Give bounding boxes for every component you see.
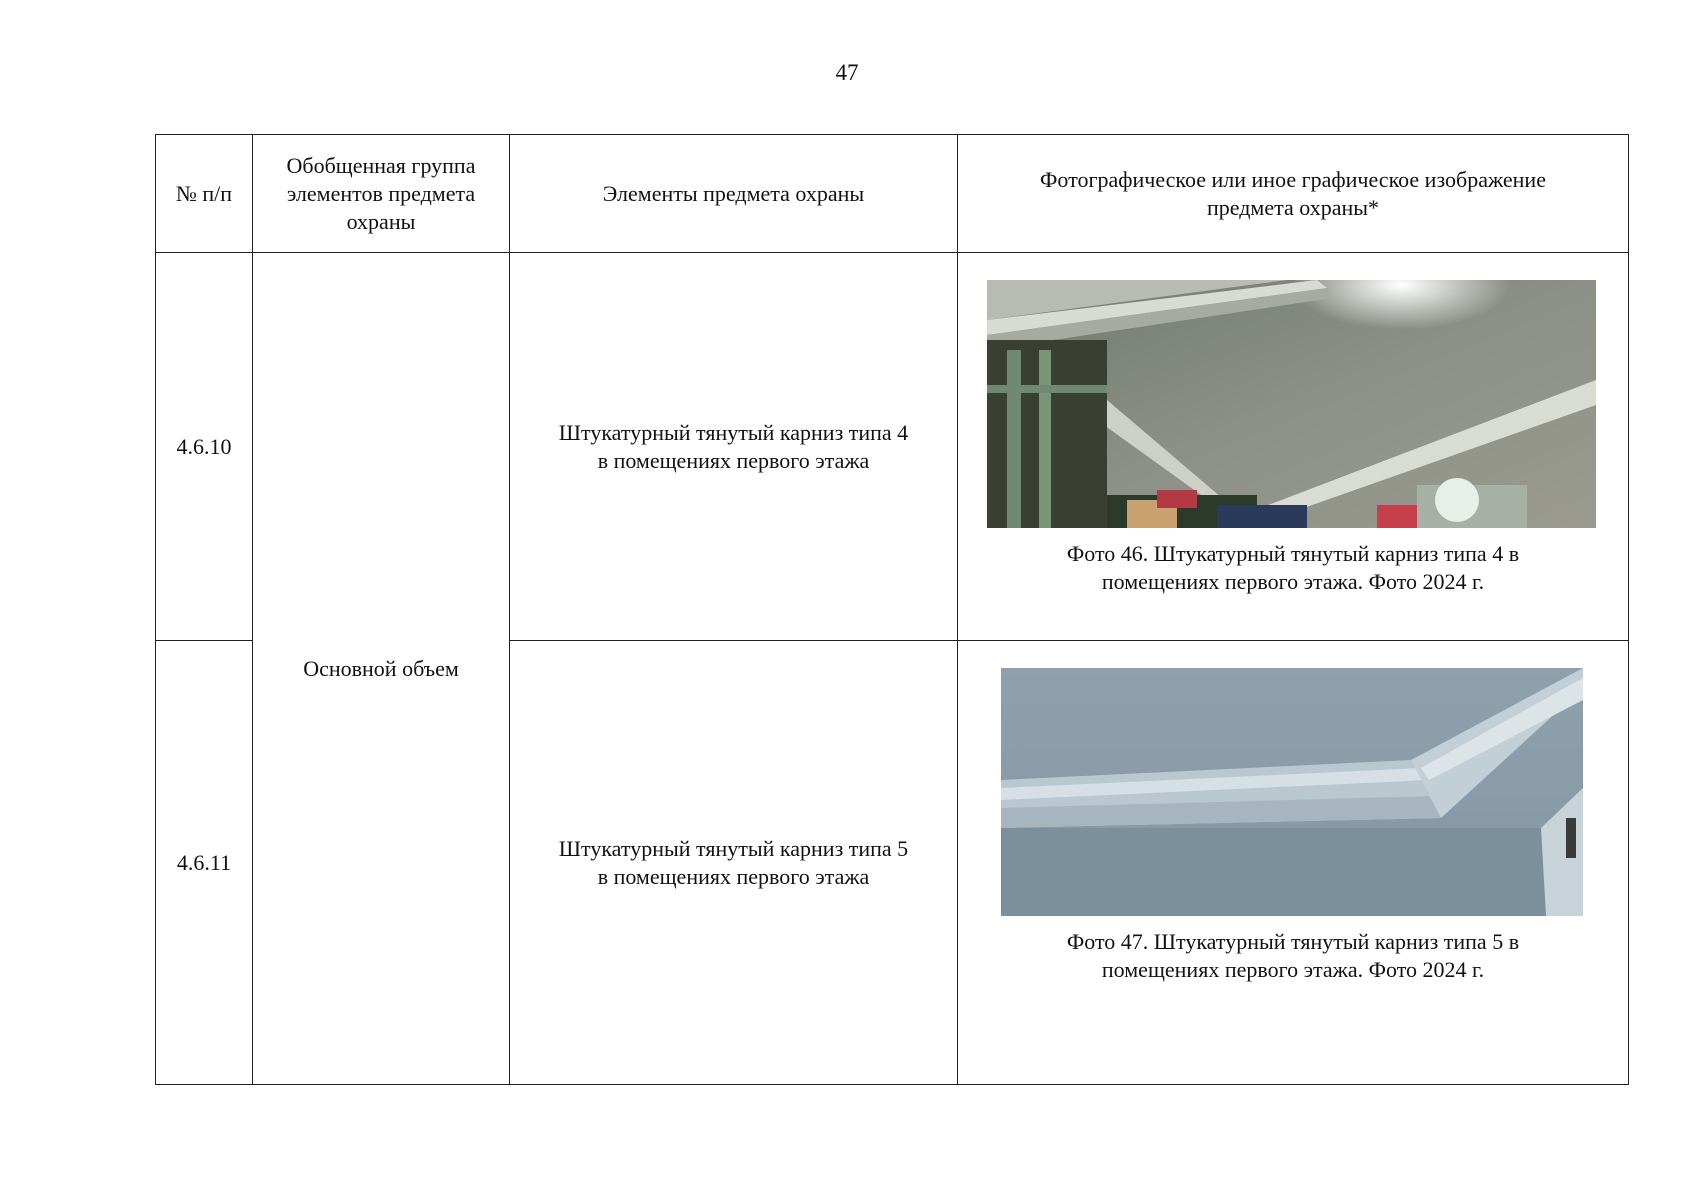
element-cell	[510, 641, 958, 1085]
element-line: в помещениях первого этажа	[597, 447, 870, 473]
photo-cell	[958, 253, 1629, 641]
header-group: Обобщенная группа элементов предмета охраны	[253, 135, 510, 253]
page-number: 47	[835, 60, 859, 85]
element-cell	[510, 253, 958, 641]
header-photo: Фотографическое или иное графическое изображение предмета охраны*	[958, 135, 1629, 253]
row-num: 4.6.11	[156, 641, 253, 1085]
element-line: Штукатурный тянутый карниз типа 4	[558, 419, 909, 445]
photo-cell	[958, 641, 1629, 1085]
header-num: № п/п	[156, 135, 253, 253]
element-line: Штукатурный тянутый карниз типа 5	[558, 835, 909, 861]
cornice-photo-47	[1001, 668, 1583, 916]
group-cell: Основной объем	[253, 253, 510, 1085]
photo-caption: Фото 47. Штукатурный тянутый карниз типа 5 в	[1066, 929, 1520, 954]
photo-caption: помещениях первого этажа. Фото 2024 г.	[1101, 957, 1485, 982]
cornice-photo-46	[987, 280, 1596, 528]
header-row	[156, 135, 1629, 253]
row-num: 4.6.10	[156, 253, 253, 641]
protection-table	[155, 134, 1629, 1085]
element-line: в помещениях первого этажа	[597, 863, 870, 889]
table-row	[156, 253, 1629, 641]
photo-caption: помещениях первого этажа. Фото 2024 г.	[1101, 569, 1485, 594]
header-elements: Элементы предмета охраны	[510, 135, 958, 253]
photo-caption: Фото 46. Штукатурный тянутый карниз типа 4 в	[1066, 541, 1520, 566]
